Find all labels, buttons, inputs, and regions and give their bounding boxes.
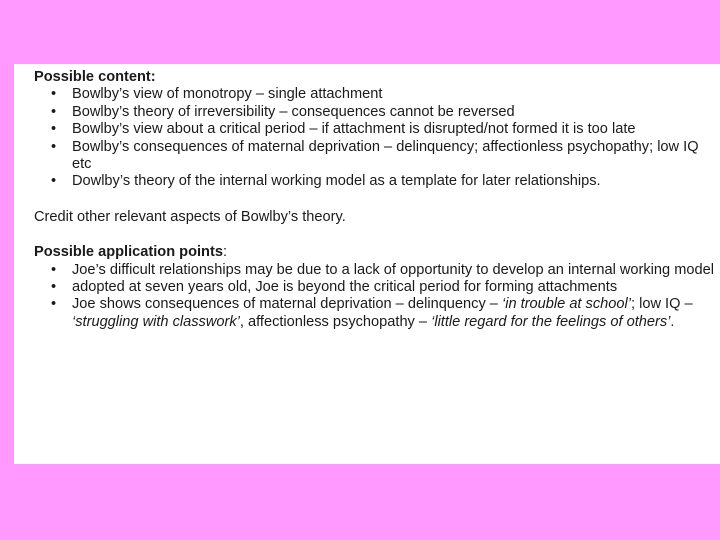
list-item: • Bowlby’s view about a critical period – if attachment is disrupted/not formed it is too late [72,121,720,138]
application-heading [34,244,720,261]
item-quote: ‘struggling with classwork’ [72,313,240,330]
credit-note: Credit other relevant aspects of Bowlby’s theory. [34,208,346,225]
content-heading: Possible content: [34,69,156,85]
item-text: . [670,313,675,330]
list-item: • Bowlby’s view of monotropy – single attachment [72,86,720,103]
item-text: Joe shows consequences of maternal deprivation – delinquency – [72,296,502,313]
mark-scheme-panel [14,64,720,464]
item-text: , affectionless psychopathy – [239,313,432,330]
list-item [72,296,720,331]
list-item: • adopted at seven years old, Joe is beyond the critical period for forming attachments [72,279,720,296]
item-quote: ‘little regard for the feelings of others’ [431,313,671,330]
content-list [34,86,720,190]
application-list [34,262,720,332]
application-heading-colon: : [222,244,227,261]
application-heading-text: Possible application points [34,244,223,261]
list-item: • Bowlby’s theory of irreversibility – consequences cannot be reversed [72,104,720,121]
item-quote: ‘in trouble at school’ [501,296,631,313]
list-item: • Bowlby’s consequences of maternal deprivation – delinquency; affectionless psychopathy; low IQ etc [72,139,720,174]
item-text: ; low IQ – [630,296,693,313]
list-item: • Dowlby’s theory of the internal working model as a template for later relationships. [72,173,720,190]
list-item: • Joe’s difficult relationships may be due to a lack of opportunity to develop an internal working model [72,262,720,279]
